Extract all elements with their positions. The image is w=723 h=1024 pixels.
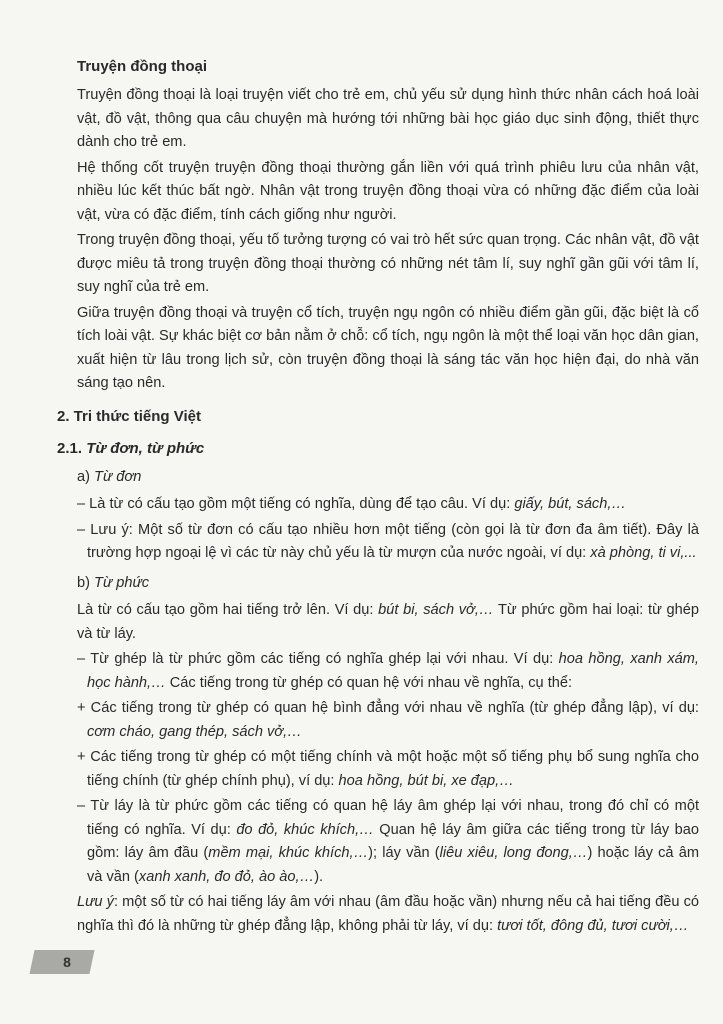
example-text: hoa hồng, bút bi, xe đạp,… <box>338 772 514 789</box>
example-text: hoa hồng, xanh xám, học hành,… <box>87 651 699 691</box>
subsection-title-text: Từ đơn, từ phức <box>86 439 205 457</box>
text-segment: ); láy vần ( <box>368 845 440 861</box>
example-text: mềm mại, khúc khích,… <box>208 845 369 861</box>
example-text: đo đỏ, khúc khích,… <box>236 821 374 838</box>
example-text: cơm cháo, gang thép, sách vở,… <box>87 723 302 740</box>
text-segment: ) hoặc láy cả âm và vần ( <box>87 845 699 885</box>
page-number: 8 <box>63 954 71 970</box>
text-segment: – Từ láy là từ phức gồm các tiếng có quan hệ láy âm ghép lại với nhau, trong đó chỉ có một tiếng có nghĩa. Ví dụ: <box>77 798 699 838</box>
text-segment: + Các tiếng trong từ ghép có quan hệ bình đẳng với nhau về nghĩa (từ ghép đẳng lập), ví dụ: <box>77 700 699 716</box>
text-segment: Là từ có cấu tạo gồm hai tiếng trở lên. Ví dụ: <box>77 602 379 618</box>
section-title-truyen-dong-thoai: Truyện đồng thoại <box>77 58 207 75</box>
part-a-letter: a) <box>77 468 90 485</box>
subsection-number: 2.1. <box>57 439 83 457</box>
example-text: Lưu ý <box>77 894 114 910</box>
list-item <box>77 795 699 889</box>
list-item <box>77 697 699 744</box>
paragraph <box>77 302 699 396</box>
text-segment: : một số từ có hai tiếng láy âm với nhau (âm đầu hoặc vần) nhưng nếu cả hai tiếng đều có nghĩa thì đó là những từ ghép đẳng lập, không phải từ láy, ví dụ: <box>77 894 700 934</box>
part-b-title: Từ phức <box>94 574 150 591</box>
paragraph <box>77 229 699 300</box>
list-item <box>77 648 699 695</box>
paragraph <box>77 891 699 938</box>
page-number-badge <box>29 950 94 974</box>
text-segment: ). <box>314 868 324 885</box>
document-page <box>57 56 699 940</box>
example-text: bút bi, sách vở,… <box>378 602 494 618</box>
part-b-letter: b) <box>77 574 90 591</box>
example-text: liêu xiêu, long đong,… <box>439 845 588 861</box>
text-segment: Truyện đồng thoại là loại truyện viết cho trẻ em, chủ yếu sử dụng hình thức nhân cách hoá loài vật, đồ vật, thông qua câu chuyện mà hướng tới những bài học giáo dục sinh động, thiết thực dành cho trẻ em. <box>77 87 699 150</box>
list-item <box>77 746 699 793</box>
section1-body <box>57 84 699 396</box>
text-segment: Các tiếng trong từ ghép có quan hệ với nhau về nghĩa, cụ thể: <box>165 674 573 691</box>
example-text: xà phòng, ti vi,... <box>590 545 697 561</box>
text-segment: Giữa truyện đồng thoại và truyện cổ tích, truyện ngụ ngôn có nhiều điểm gần gũi, đặc biệt là cổ tích loài vật. Sự khác biệt cơ bản nằm ở chỗ: cổ tích, ngụ ngôn là một thể loại văn học dân gian, xuất hiện từ lâu trong lịch sử, còn truyện đồng thoại là sáng tác văn học hiện đại, do nhà văn sáng tạo nên. <box>77 304 699 391</box>
text-segment: Hệ thống cốt truyện truyện đồng thoại thường gắn liền với quá trình phiêu lưu của nhân vật, nhiều lúc kết thúc bất ngờ. Nhân vật trong truyện đồng thoại vừa có những đặc điểm của loài vật, vừa có đặc điểm, tính cách giống như người. <box>77 159 699 223</box>
list-item <box>77 519 699 566</box>
part-a-label <box>77 466 699 490</box>
text-segment: Trong truyện đồng thoại, yếu tố tưởng tượng có vai trò hết sức quan trọng. Các nhân vật, đồ vật được miêu tả trong truyện đồng thoại thường có những nét tâm lí, suy nghĩ gần gũi với tâm lí, suy nghĩ của trẻ em. <box>77 232 699 295</box>
paragraph <box>77 157 699 228</box>
part-a-items <box>57 493 699 566</box>
example-text: tươi tốt, đông đủ, tươi cười,… <box>497 917 689 934</box>
example-text: giấy, bút, sách,… <box>514 496 626 512</box>
text-segment: Từ phức gồm hai loại: từ ghép và từ láy. <box>77 602 699 642</box>
text-segment: – Là từ có cấu tạo gồm một tiếng có nghĩa, dùng để tạo câu. Ví dụ: <box>77 496 515 512</box>
text-segment: + Các tiếng trong từ ghép có một tiếng chính và một hoặc một số tiếng phụ bổ sung nghĩa cho tiếng chính (từ ghép chính phụ), ví dụ: <box>77 749 699 789</box>
part-b-items <box>57 599 699 938</box>
text-segment: Quan hệ láy âm giữa các tiếng trong từ láy bao gồm: láy âm đầu ( <box>87 821 700 861</box>
section-title-tri-thuc-tieng-viet: 2. Tri thức tiếng Việt <box>57 407 201 425</box>
text-segment: – Lưu ý: Một số từ đơn có cấu tạo nhiều hơn một tiếng (còn gọi là từ đơn đa âm tiết). Đây là trường hợp ngoại lệ vì các từ này chủ yếu là từ mượn của nước ngoài, ví dụ: <box>77 521 699 561</box>
paragraph <box>77 599 699 646</box>
text-segment: – Từ ghép là từ phức gồm các tiếng có nghĩa ghép lại với nhau. Ví dụ: <box>77 651 559 667</box>
example-text: xanh xanh, đo đỏ, ào ào,… <box>138 868 315 885</box>
paragraph <box>77 84 699 155</box>
part-a-title: Từ đơn <box>94 468 142 485</box>
list-item <box>77 493 699 517</box>
subsection-title <box>57 438 699 460</box>
part-b-label <box>77 572 699 596</box>
